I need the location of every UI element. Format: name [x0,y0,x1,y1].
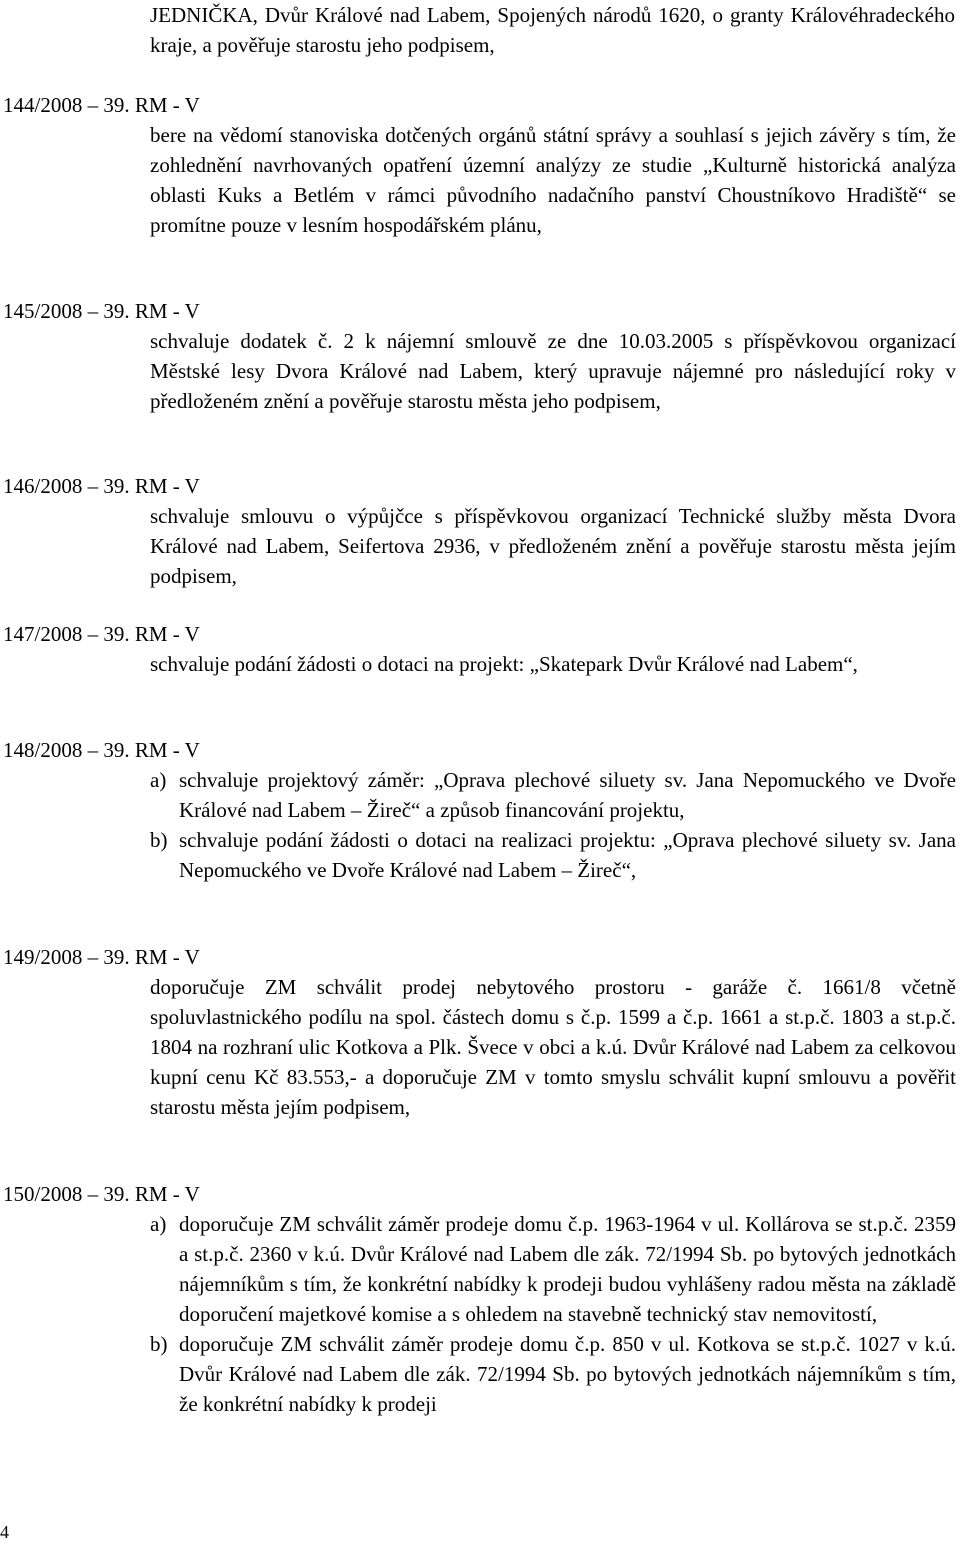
intro-paragraph: JEDNIČKA, Dvůr Králové nad Labem, Spojených národů 1620, o granty Královéhradeckého kraje, a pověřuje starostu jeho podpisem, [150,3,955,57]
page-number: 4 [0,1522,9,1542]
sub-item-text: doporučuje ZM schválit záměr prodeje domu č.p. 1963-1964 v ul. Kollárova se st.p.č. 2359 a st.p.č. 2360 v k.ú. Dvůr Králové nad Labem dle zák. 72/1994 Sb. po bytových jednotkách nájemníkům s tím, že konkrétní nabídky k prodeji budou vyhlášeny radou města na základě doporučení majetkové komise a s ohledem na stavebně technický stav nemovitostí, [179,1212,956,1326]
resolution-text: doporučuje ZM schválit prodej nebytového prostoru - garáže č. 1661/8 včetně spoluvlastnického podílu na spol. částech domu s č.p. 1599 a č.p. 1661 a st.p.č. 1803 a st.p.č. 1804 na rozhraní ulic Kotkova a Plk. Švece v obci a k.ú. Dvůr Králové nad Labem za celkovou kupní cenu Kč 83.553,- a doporučuje ZM v tomto smyslu schválit kupní smlouvu a pověřit starostu města jejím podpisem, [150,975,956,1119]
resolution-body [150,120,956,240]
resolution-body [150,1209,956,1419]
sub-item-marker: a) [150,768,167,792]
sub-item-b [150,1329,956,1419]
resolution-text: schvaluje dodatek č. 2 k nájemní smlouvě ze dne 10.03.2005 s příspěvkovou organizací Městské lesy Dvora Králové nad Labem, který upravuje nájemné pro následující roky v předloženém znění a pověřuje starostu města jeho podpisem, [150,329,956,413]
resolution-number: 148/2008 – 39. RM - V [3,738,200,762]
resolution-text: schvaluje podání žádosti o dotaci na projekt: „Skatepark Dvůr Králové nad Labem“, [150,652,858,676]
resolution-body [150,326,956,416]
resolution-number: 150/2008 – 39. RM - V [3,1182,200,1206]
sub-item-marker: b) [150,1332,168,1356]
sub-item-text: doporučuje ZM schválit záměr prodeje domu č.p. 850 v ul. Kotkova se st.p.č. 1027 v k.ú. Dvůr Králové nad Labem dle zák. 72/1994 Sb. po bytových jednotkách nájemníkům s tím, že konkrétní nabídky k prodeji [179,1332,956,1416]
resolution-text: schvaluje smlouvu o výpůjčce s příspěvkovou organizací Technické služby města Dvora Králové nad Labem, Seifertova 2936, v předloženém znění a pověřuje starostu města jejím podpisem, [150,504,956,588]
sub-item-text: schvaluje podání žádosti o dotaci na realizaci projektu: „Oprava plechové siluety sv. Jana Nepomuckého ve Dvoře Králové nad Labem – Žireč“, [179,828,956,882]
resolution-number: 145/2008 – 39. RM - V [3,299,200,323]
sub-item-a [150,765,956,825]
resolution-text: bere na vědomí stanoviska dotčených orgánů státní správy a souhlasí s jejich závěry s tím, že zohlednění navrhovaných opatření územní analýzy ze studie „Kulturně historická analýza oblasti Kuks a Betlém v rámci původního nadačního panství Choustníkovo Hradiště“ se promítne pouze v lesním hospodářském plánu, [150,123,956,237]
sub-item-marker: b) [150,828,168,852]
resolution-body [150,972,956,1122]
resolution-number: 144/2008 – 39. RM - V [3,93,200,117]
sub-item-a [150,1209,956,1329]
sub-item-b [150,825,956,885]
resolution-number: 149/2008 – 39. RM - V [3,945,200,969]
sub-item-text: schvaluje projektový záměr: „Oprava plechové siluety sv. Jana Nepomuckého ve Dvoře Králové nad Labem – Žireč“ a způsob financování projektu, [179,768,956,822]
resolution-number: 146/2008 – 39. RM - V [3,474,200,498]
resolution-body [150,649,956,679]
sub-item-marker: a) [150,1212,167,1236]
resolution-body [150,501,956,591]
resolution-body [150,765,956,885]
resolution-number: 147/2008 – 39. RM - V [3,622,200,646]
